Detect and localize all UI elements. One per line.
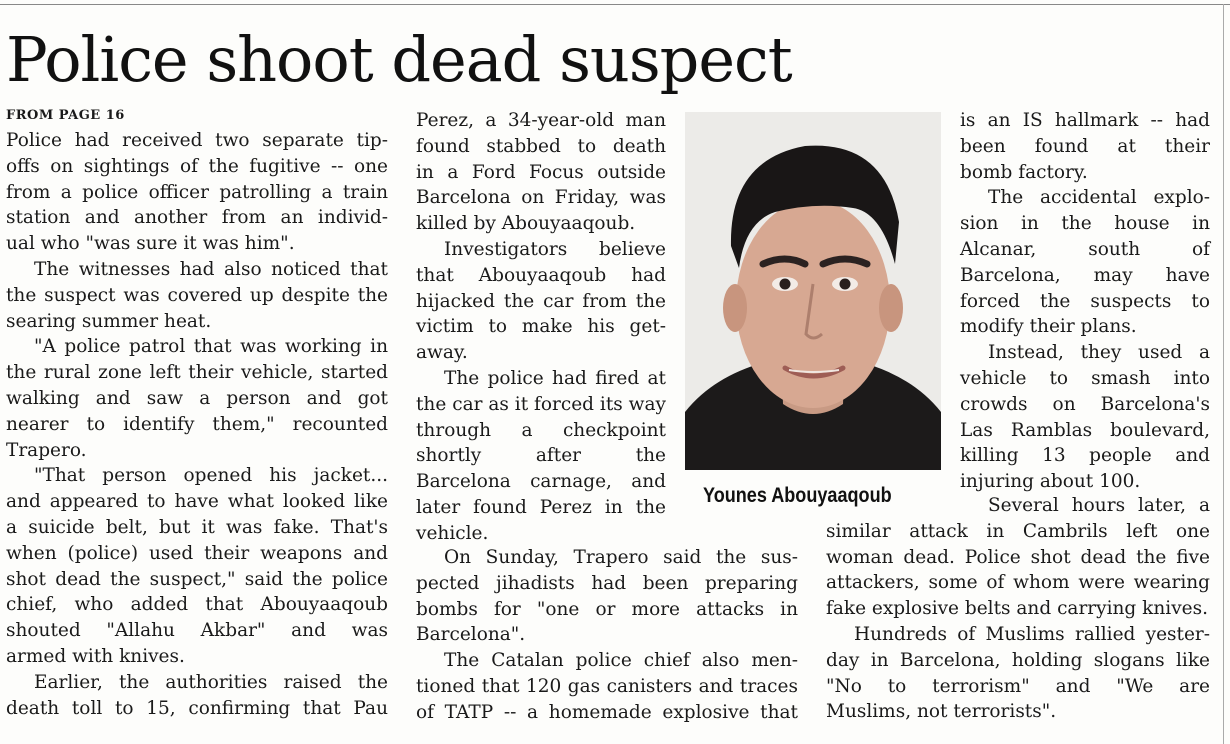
- text-line: killing 13 people and: [960, 445, 1210, 467]
- text-line: Perez, a 34-year-old man: [416, 110, 666, 131]
- text-line: death toll to 15, confirming that Pau: [6, 697, 388, 719]
- text-line: offs on sightings of the fugitive -- one: [6, 155, 388, 177]
- text-line: and appeared to have what looked like: [6, 491, 388, 513]
- text-line: found stabbed to death: [416, 135, 666, 157]
- text-line: chief, who added that Abouyaaqoub: [6, 594, 388, 616]
- text-line: Earlier, the authorities raised the: [34, 671, 388, 693]
- text-line: "That person opened his jacket...: [34, 465, 388, 487]
- text-line: through a checkpoint: [416, 419, 666, 441]
- text-line: modify their plans.: [960, 316, 1137, 338]
- text-line: "A police patrol that was working in: [34, 336, 388, 358]
- text-line: ual who "was sure it was him".: [6, 233, 295, 255]
- text-line: is an IS hallmark -- had: [960, 110, 1210, 131]
- text-line: the suspect was covered up despite the: [6, 284, 388, 306]
- text-line: killed by Abouyaaqoub.: [416, 213, 636, 235]
- text-line: attackers, some of whom were wearing: [826, 572, 1210, 594]
- text-line: The police had fired at: [444, 367, 666, 389]
- article-column-2: [416, 108, 666, 547]
- text-line: The accidental explo-: [988, 187, 1210, 209]
- text-line: Barcelona carnage, and: [416, 471, 666, 493]
- text-line: vehicle to smash into: [960, 367, 1210, 389]
- text-line: station and another from an individ-: [6, 207, 388, 229]
- photo-caption: Younes Abouyaaqoub: [703, 484, 892, 507]
- text-line: bomb factory.: [960, 161, 1088, 183]
- text-line: tioned that 120 gas canisters and traces: [416, 675, 798, 697]
- text-line: a suicide belt, but it was fake. That's: [6, 516, 388, 538]
- right-rule: [1223, 4, 1224, 744]
- text-line: sion in the house in: [960, 213, 1210, 235]
- text-line: "No to terrorism" and "We are: [826, 675, 1210, 697]
- text-line: when (police) used their weapons and: [6, 542, 388, 564]
- top-rule: [0, 4, 1230, 5]
- text-line: The witnesses had also noticed that: [34, 258, 388, 280]
- text-line: Barcelona, may have: [960, 264, 1210, 286]
- text-line: nearer to identify them," recounted: [6, 413, 388, 435]
- text-line: Alcanar, south of: [960, 238, 1210, 260]
- text-line: armed with knives.: [6, 645, 185, 667]
- text-line: injuring about 100.: [960, 471, 1141, 493]
- text-line: vehicle.: [416, 522, 489, 544]
- text-line: Barcelona".: [416, 624, 526, 646]
- text-line: later found Perez in the: [416, 496, 666, 518]
- portrait-illustration: [685, 112, 941, 470]
- text-line: crowds on Barcelona's: [960, 393, 1210, 415]
- text-line: pected jihadists had been preparing: [416, 572, 798, 594]
- headline: Police shoot dead suspect: [6, 23, 792, 96]
- text-line: shouted "Allahu Akbar" and was: [6, 620, 388, 642]
- text-line: fake explosive belts and carrying knives.: [826, 598, 1208, 620]
- text-line: Investigators believe: [444, 238, 666, 260]
- text-line: Instead, they used a: [988, 342, 1210, 364]
- suspect-photo: [685, 112, 941, 470]
- text-line: that Abouyaaqoub had: [416, 264, 666, 286]
- text-line: from a police officer patrolling a train: [6, 181, 388, 203]
- text-line: day in Barcelona, holding slogans like: [826, 649, 1210, 671]
- text-line: away.: [416, 342, 468, 364]
- text-line: the rural zone left their vehicle, started: [6, 362, 388, 384]
- text-line: Police had received two separate tip-: [6, 130, 388, 151]
- text-line: Several hours later, a: [988, 495, 1210, 516]
- text-line: been found at their: [960, 135, 1210, 157]
- text-line: walking and saw a person and got: [6, 387, 388, 409]
- article-column-1: [6, 128, 388, 721]
- text-line: the car as it forced its way: [416, 393, 666, 415]
- text-line: hijacked the car from the: [416, 290, 666, 312]
- text-line: similar attack in Cambrils left one: [826, 520, 1210, 542]
- text-line: forced the suspects to: [960, 290, 1210, 312]
- text-line: of TATP -- a homemade explosive that: [416, 701, 798, 723]
- text-line: The Catalan police chief also men-: [444, 650, 798, 672]
- text-line: Las Ramblas boulevard,: [960, 419, 1210, 441]
- text-line: Muslims, not terrorists".: [826, 701, 1057, 723]
- text-line: On Sunday, Trapero said the sus-: [444, 547, 798, 568]
- text-line: searing summer heat.: [6, 310, 212, 332]
- text-line: bombs for "one or more attacks in: [416, 598, 798, 620]
- text-line: Trapero.: [6, 439, 87, 461]
- article-column-5: [826, 493, 1210, 725]
- text-line: Hundreds of Muslims rallied yester-: [854, 623, 1210, 645]
- continuation-kicker: FROM PAGE 16: [6, 108, 125, 123]
- article-column-4: [960, 108, 1210, 495]
- text-line: shortly after the: [416, 445, 666, 467]
- text-line: shot dead the suspect," said the police: [6, 568, 388, 590]
- article-column-3: [416, 545, 798, 726]
- text-line: woman dead. Police shot dead the five: [826, 546, 1210, 568]
- text-line: victim to make his get-: [416, 316, 666, 338]
- text-line: in a Ford Focus outside: [416, 161, 666, 183]
- text-line: Barcelona on Friday, was: [416, 187, 666, 209]
